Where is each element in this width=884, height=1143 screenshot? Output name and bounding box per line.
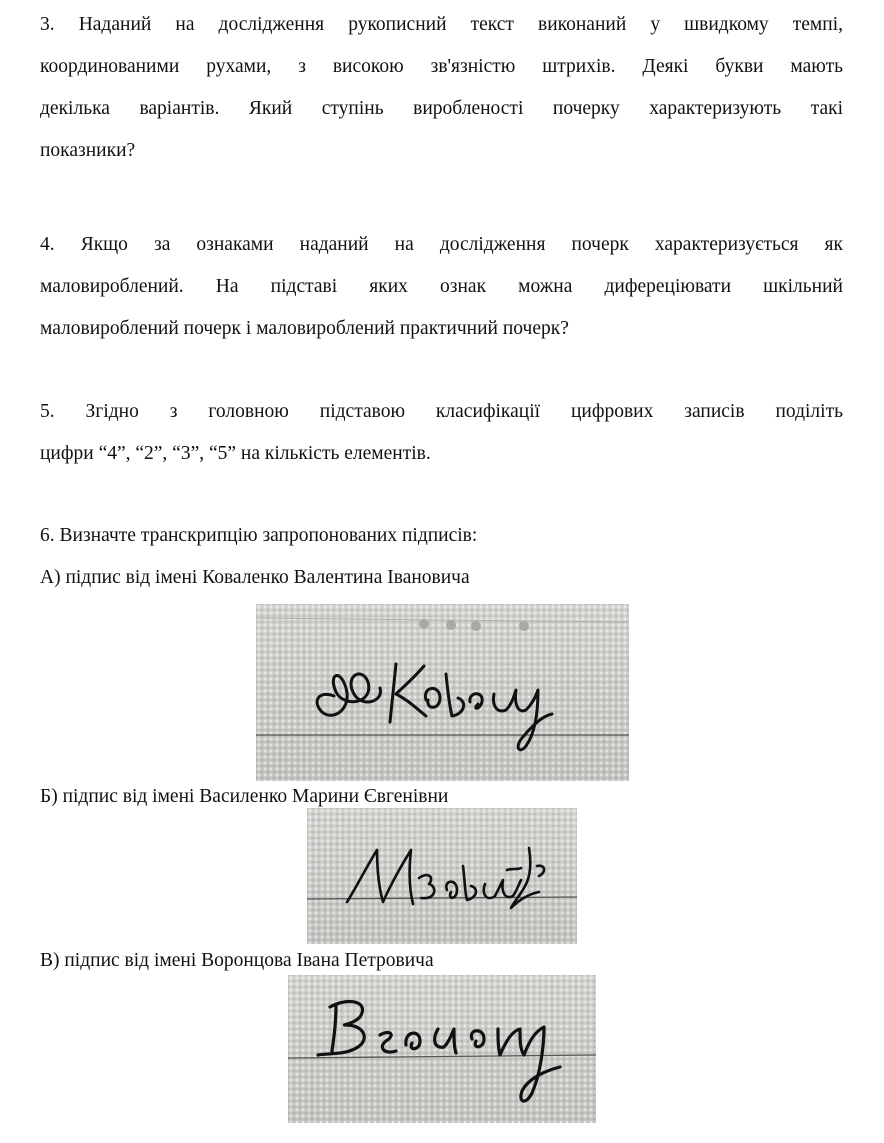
question-4-line: маловироблений почерк і маловироблений практичний почерк? [40,318,569,339]
signature-b-label: Б) підпис від імені Василенко Марини Євгенівни [40,786,449,807]
signature-c-label: В) підпис від імені Воронцова Івана Петровича [40,950,434,971]
question-3 [40,4,843,172]
signature-c-image [288,975,596,1123]
question-6-title: 6. Визначте транскрипцію запропонованих підписів: [40,525,478,546]
question-5 [40,391,843,475]
signature-a-image [256,604,629,781]
question-5-line: 5. Згідно з головною підставою класифікації цифрових записів поділіть [40,401,843,422]
question-4 [40,224,843,350]
signature-c-svg [288,975,596,1123]
question-3-line: показники? [40,140,136,161]
question-3-line: координованими рухами, з високою зв'язністю штрихів. Деякі букви мають [40,56,843,77]
signature-b-image [307,808,577,944]
signature-b-svg [307,808,577,944]
question-4-line: маловироблений. На підставі яких ознак можна диферецiювати шкільний [40,276,843,297]
question-4-line: 4. Якщо за ознаками наданий на дослідження почерк характеризується як [40,234,843,255]
question-5-line: цифри “4”, “2”, “3”, “5” на кількість елементів. [40,443,431,464]
question-3-line: декілька варіантів. Який ступінь виробленості почерку характеризують такі [40,98,843,119]
question-3-line: 3. Наданий на дослідження рукописний текст виконаний у швидкому темпі, [40,14,843,35]
signature-a-svg [256,604,629,781]
signature-a-label: А) підпис від імені Коваленко Валентина Івановича [40,567,470,588]
